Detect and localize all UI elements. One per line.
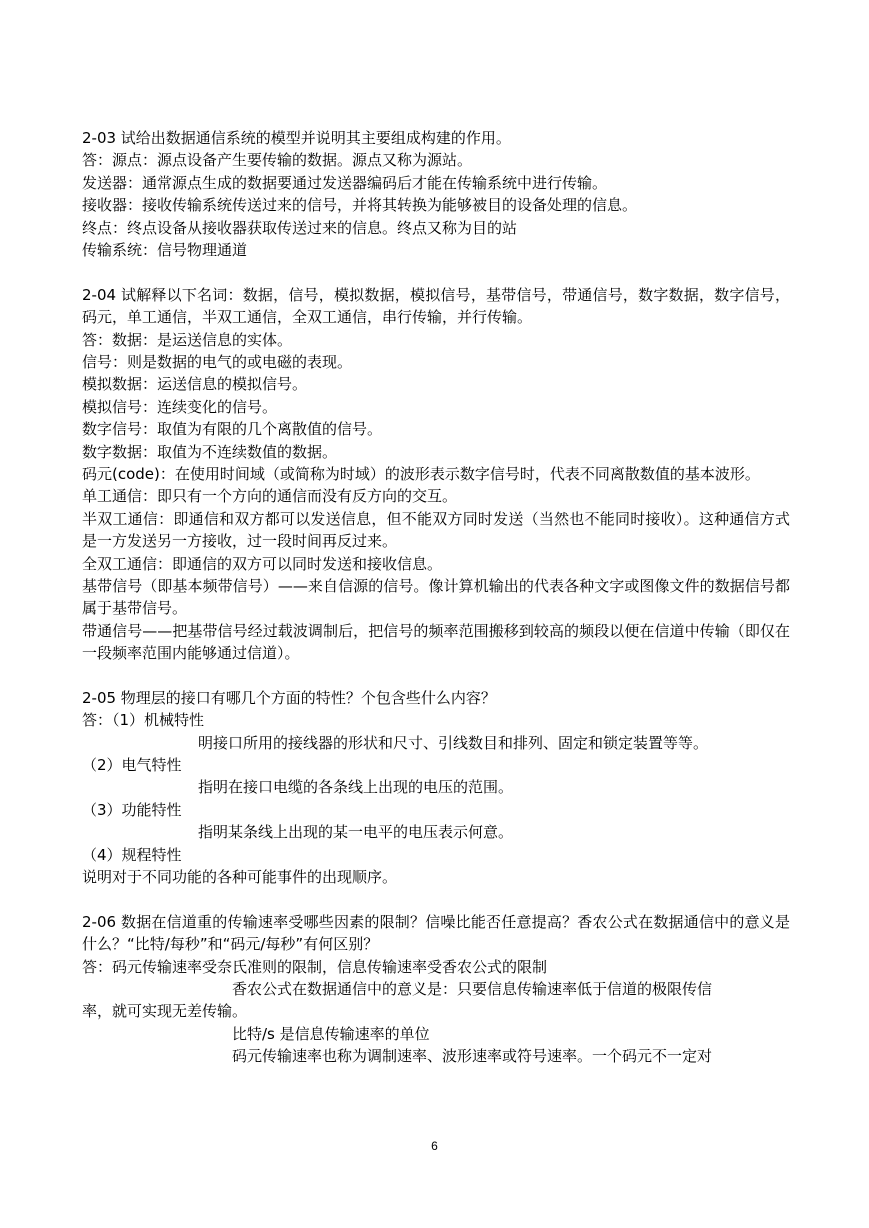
answer-line: 香农公式在数据通信中的意义是：只要信息传输速率低于信道的极限传信 [232, 980, 713, 999]
answer-line: 终点：终点设备从接收器获取传送过来的信息。终点又称为目的站 [82, 218, 518, 237]
answer-line: 模拟信号：连续变化的信号。 [82, 397, 278, 416]
answer-line: 传输系统：信号物理通道 [82, 240, 248, 259]
answer-line: 答：源点：源点设备产生要传输的数据。源点又称为源站。 [82, 151, 473, 170]
answer-line: 数字数据：取值为不连续数值的数据。 [82, 442, 338, 461]
answer-line: 半双工通信：即通信和双方都可以发送信息，但不能双方同时发送（当然也不能同时接收）。这种通信方式是一方发送另一方接收，过一段时间再反过来。 [82, 509, 790, 551]
answer-line: 答：码元传输速率受奈氏准则的限制，信息传输速率受香农公式的限制 [82, 957, 548, 976]
answer-line: 接收器：接收传输系统传送过来的信号，并将其转换为能够被目的设备处理的信息。 [82, 196, 638, 215]
answer-line: 码元传输速率也称为调制速率、波形速率或符号速率。一个码元不一定对 [232, 1047, 713, 1066]
characteristic-title: （4）规程特性 [82, 845, 182, 864]
answer-line: 数字信号：取值为有限的几个离散值的信号。 [82, 420, 383, 439]
answer-line: 基带信号（即基本频带信号）——来自信源的信号。像计算机输出的代表各种文字或图像文件的数据信号都属于基带信号。 [82, 576, 790, 618]
answer-line: 模拟数据：运送信息的模拟信号。 [82, 375, 308, 394]
characteristic-detail: 指明在接口电缆的各条线上出现的电压的范围。 [198, 778, 514, 797]
answer-line: 信号：则是数据的电气的或电磁的表现。 [82, 352, 353, 371]
characteristic-detail: 说明对于不同功能的各种可能事件的出现顺序。 [82, 868, 398, 887]
question-2-03: 2-03 试给出数据通信系统的模型并说明其主要组成构建的作用。 [82, 129, 511, 147]
question-2-06: 2-06 数据在信道重的传输速率受哪些因素的限制？信噪比能否任意提高？香农公式在数据通信中的意义是什么？“比特/每秒”和“码元/每秒”有何区别？ [82, 912, 790, 954]
question-2-05: 2-05 物理层的接口有哪几个方面的特性？个包含些什么内容？ [82, 688, 496, 707]
answer-line: 带通信号——把基带信号经过载波调制后，把信号的频率范围搬移到较高的频段以便在信道中传输（即仅在一段频率范围内能够通过信道）。 [82, 621, 790, 663]
answer-line: 单工通信：即只有一个方向的通信而没有反方向的交互。 [82, 487, 458, 506]
characteristic-title: 答：（1）机械特性 [82, 711, 205, 730]
answer-line: 率，就可实现无差传输。 [82, 1002, 248, 1021]
document-body [82, 127, 790, 1068]
answer-line: 发送器：通常源点生成的数据要通过发送器编码后才能在传输系统中进行传输。 [82, 173, 608, 192]
answer-line: 码元(code)：在使用时间域（或简称为时域）的波形表示数字信号时，代表不同离散数值的基本波形。 [82, 464, 760, 483]
characteristic-title: （3）功能特性 [82, 800, 182, 819]
answer-line: 全双工通信：即通信的双方可以同时发送和接收信息。 [82, 554, 443, 573]
characteristic-title: （2）电气特性 [82, 756, 182, 775]
answer-line: 答：数据：是运送信息的实体。 [82, 330, 293, 349]
characteristic-detail: 指明某条线上出现的某一电平的电压表示何意。 [198, 823, 514, 842]
characteristic-detail: 明接口所用的接线器的形状和尺寸、引线数目和排列、固定和锁定装置等等。 [198, 733, 709, 752]
answer-line: 比特/s 是信息传输速率的单位 [232, 1024, 430, 1043]
page-number: 6 [431, 1139, 438, 1153]
question-2-04: 2-04 试解释以下名词：数据，信号，模拟数据，模拟信号，基带信号，带通信号，数字数据，数字信号，码元，单工通信，半双工通信，全双工通信，串行传输，并行传输。 [82, 285, 790, 327]
